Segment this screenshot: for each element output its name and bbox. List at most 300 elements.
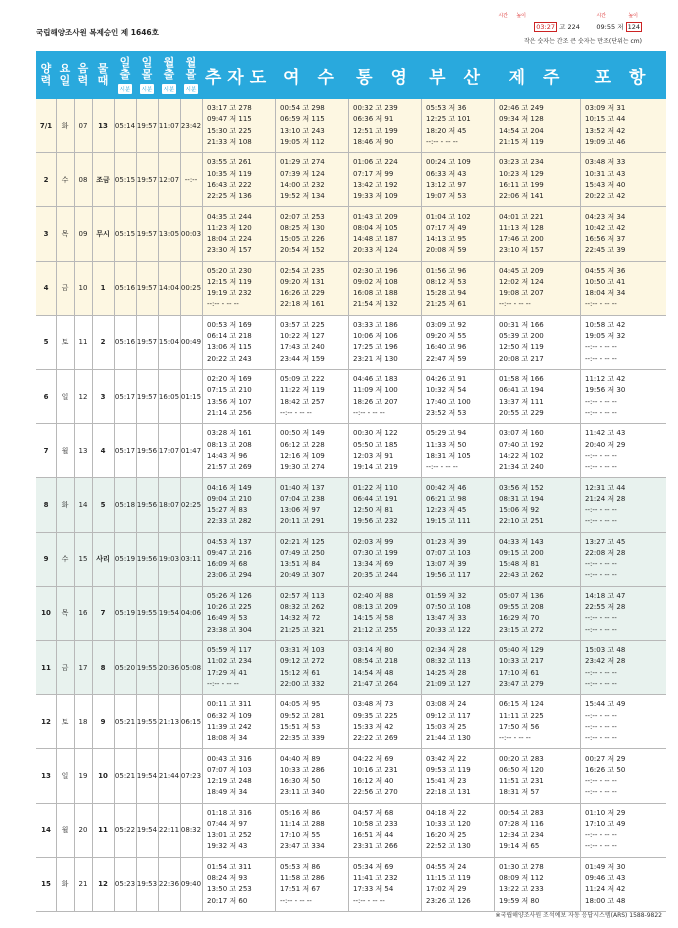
sunset-time: 19:57 (136, 175, 158, 184)
tide-entry: 16:26 고 229 (280, 289, 325, 298)
tide-entry: 09:12 고 272 (280, 657, 325, 666)
tide-entry: 10:15 고 44 (585, 115, 626, 124)
legend-low-time: 09:55 (596, 23, 616, 31)
tide-cell (580, 804, 666, 857)
solar-date: 7 (43, 446, 49, 455)
solar-date: 2 (43, 175, 49, 184)
weekday: 목 (61, 229, 69, 238)
tide-entry: 11:15 고 119 (426, 874, 471, 883)
tide-entry: 12:50 저 81 (353, 505, 394, 514)
solar-date: 3 (43, 229, 49, 238)
tide-cell (348, 99, 421, 152)
tide-entry: 23:47 고 334 (280, 842, 325, 851)
tide-entry: 14:54 저 48 (353, 668, 394, 677)
lunar-date: 15 (78, 555, 88, 564)
solar-date: 11 (41, 663, 51, 672)
tide-entry: 23:52 저 53 (426, 408, 467, 417)
legend-low-mark: 저 (617, 23, 624, 31)
tide-entry: 06:12 고 228 (280, 440, 325, 449)
tide-cell (275, 370, 348, 423)
tide-entry: 01:43 고 209 (353, 212, 398, 221)
table-row (36, 370, 666, 424)
tide-entry: 04:53 저 137 (207, 537, 252, 546)
tide-cell (494, 316, 580, 369)
tide-entry: 04:16 저 149 (207, 483, 252, 492)
tide-entry: 06:32 저 109 (207, 711, 252, 720)
tide-cell (421, 370, 494, 423)
moonrise-time: 19:54 (158, 609, 180, 618)
tide-entry: --:-- - -- -- (207, 300, 239, 309)
tide-term: 10 (98, 771, 108, 780)
tide-entry: 16:56 저 37 (585, 234, 626, 243)
tide-entry: 20:33 저 124 (353, 246, 398, 255)
tide-term: 11 (98, 826, 108, 835)
tide-entry: 06:33 저 43 (426, 169, 467, 178)
tide-entry: 10:06 저 106 (353, 332, 398, 341)
tide-entry: 03:14 저 80 (353, 646, 394, 655)
tide-entry: 08:25 저 130 (280, 223, 325, 232)
moonset-time: 01:15 (180, 392, 202, 401)
tide-entry: 16:51 저 44 (353, 831, 394, 840)
tide-entry: 15:03 고 48 (585, 646, 626, 655)
sunset-time: 19:56 (136, 500, 158, 509)
tide-cell (275, 533, 348, 586)
tide-entry: 17:51 저 67 (280, 885, 321, 894)
tide-cell (494, 695, 580, 748)
tide-term: 3 (100, 392, 106, 401)
tide-entry: 22:35 고 339 (280, 733, 325, 742)
tide-cell (348, 262, 421, 315)
tide-cell (275, 858, 348, 911)
table-row (36, 99, 666, 153)
sunset-time: 19:57 (136, 338, 158, 347)
tide-entry: 22:06 저 141 (499, 191, 544, 200)
tide-entry: 00:27 저 29 (585, 754, 626, 763)
tide-cell (421, 804, 494, 857)
weekday: 월 (61, 446, 69, 455)
tide-entry: 03:57 고 225 (280, 320, 325, 329)
tide-cell (580, 749, 666, 802)
moonrise-time: 16:05 (158, 392, 180, 401)
tide-term: 무시 (96, 229, 110, 238)
tide-cell (202, 262, 275, 315)
tide-entry: 19:56 고 117 (426, 571, 471, 580)
tide-entry: 17:40 고 100 (426, 397, 471, 406)
moonrise-time: 21:44 (158, 771, 180, 780)
tide-cell (348, 749, 421, 802)
weekday: 화 (61, 121, 69, 130)
tide-entry: 01:58 저 166 (499, 375, 544, 384)
lunar-date: 12 (78, 392, 88, 401)
tide-entry: 18:20 저 45 (426, 126, 467, 135)
table-row (36, 858, 666, 912)
tide-entry: 23:31 고 266 (353, 842, 398, 851)
moonset-time: 07:23 (180, 771, 202, 780)
col-moonset: 월몰 시분 (185, 55, 197, 93)
moonset-time: 23:42 (180, 121, 202, 130)
tide-cell (275, 587, 348, 640)
tide-entry: 20:54 저 152 (280, 246, 325, 255)
moonrise-time: 18:07 (158, 500, 180, 509)
tide-entry: 02:03 저 99 (353, 537, 394, 546)
tide-cell (580, 370, 666, 423)
moonset-time: 02:25 (180, 500, 202, 509)
tide-entry: 05:16 저 86 (280, 808, 321, 817)
sunrise-time: 05:17 (114, 446, 136, 455)
tide-entry: 00:24 고 109 (426, 158, 471, 167)
tide-entry: --:-- - -- -- (585, 711, 617, 720)
tide-entry: 21:54 저 132 (353, 300, 398, 309)
tide-entry: 11:13 저 128 (499, 223, 544, 232)
tide-entry: 23:26 고 126 (426, 896, 471, 905)
tide-entry: 19:14 고 219 (353, 462, 398, 471)
tide-entry: 02:34 저 28 (426, 646, 467, 655)
legend-high-height: 224 (567, 23, 580, 31)
tide-entry: 21:34 고 240 (499, 462, 544, 471)
tide-cell (275, 424, 348, 477)
tide-entry: 23:44 저 159 (280, 354, 325, 363)
tide-cell (348, 207, 421, 260)
tide-entry: 05:53 저 86 (280, 862, 321, 871)
tide-entry: 06:50 저 120 (499, 765, 544, 774)
tide-entry: 00:53 저 169 (207, 320, 252, 329)
tide-entry: 11:42 고 43 (585, 429, 626, 438)
tide-entry: --:-- - -- -- (499, 733, 531, 742)
lunar-date: 19 (78, 771, 88, 780)
tide-cell (275, 749, 348, 802)
tide-entry: 12:34 고 234 (499, 831, 544, 840)
tide-entry: 13:52 저 42 (585, 126, 626, 135)
moonset-time: 00:25 (180, 284, 202, 293)
lunar-date: 17 (78, 663, 88, 672)
tide-entry: 20:11 고 291 (280, 517, 325, 526)
tide-entry: 00:20 고 283 (499, 754, 544, 763)
sunset-time: 19:55 (136, 609, 158, 618)
tide-entry: 22:10 고 251 (499, 517, 544, 526)
tide-cell (421, 587, 494, 640)
tide-entry: 15:30 고 225 (207, 126, 252, 135)
tide-cell (202, 749, 275, 802)
moonset-time: 03:11 (180, 555, 202, 564)
weekday: 일 (61, 771, 69, 780)
legend-example (534, 22, 642, 32)
tide-term: 조금 (96, 175, 110, 184)
tide-entry: 19:15 고 111 (426, 517, 471, 526)
footer-note: ※국립해양조사원 조석예보 자동 응답시스템(ARS) 1588-9822 (495, 912, 662, 919)
tide-term: 13 (98, 121, 108, 130)
tide-entry: 14:22 저 102 (499, 451, 544, 460)
weekday: 금 (61, 284, 69, 293)
tide-entry: 02:20 저 169 (207, 375, 252, 384)
tide-entry: 14:54 고 204 (499, 126, 544, 135)
tide-entry: 08:09 저 112 (499, 874, 544, 883)
lunar-date: 18 (78, 717, 88, 726)
tide-entry: 11:22 저 119 (280, 386, 325, 395)
tide-entry: 12:19 고 248 (207, 776, 252, 785)
tide-entry: 00:11 고 311 (207, 700, 252, 709)
tide-entry: 16:40 고 96 (426, 343, 467, 352)
tide-entry: 19:05 저 112 (280, 137, 325, 146)
tide-entry: 20:33 고 122 (426, 625, 471, 634)
tide-cell (580, 695, 666, 748)
tide-cell (202, 370, 275, 423)
tide-entry: 10:26 고 225 (207, 603, 252, 612)
tide-cell (348, 641, 421, 694)
tide-entry: 00:54 고 283 (499, 808, 544, 817)
solar-date: 10 (41, 609, 51, 618)
tide-entry: 13:22 고 233 (499, 885, 544, 894)
tide-entry: 21:25 저 61 (426, 300, 467, 309)
tide-entry: 02:40 저 88 (353, 591, 394, 600)
tide-entry: 02:54 고 235 (280, 266, 325, 275)
tide-entry: 03:28 저 161 (207, 429, 252, 438)
tide-cell (494, 153, 580, 206)
tide-entry: 19:56 고 232 (353, 517, 398, 526)
moonrise-time: 21:13 (158, 717, 180, 726)
tide-entry: 10:32 저 54 (426, 386, 467, 395)
tide-entry: 23:21 저 130 (353, 354, 398, 363)
tide-entry: 23:30 저 157 (207, 246, 252, 255)
tide-cell (421, 478, 494, 531)
col-city-pohang: 포 항 (594, 67, 652, 88)
tide-entry: 17:25 고 196 (353, 343, 398, 352)
tide-entry: 06:14 고 218 (207, 332, 252, 341)
tide-entry: 08:13 고 209 (353, 603, 398, 612)
solar-date: 9 (43, 555, 49, 564)
solar-date: 5 (43, 338, 49, 347)
tide-entry: 04:55 저 36 (585, 266, 626, 275)
tide-entry: --:-- - -- -- (499, 300, 531, 309)
table-row (36, 478, 666, 532)
tide-entry: 04:05 저 95 (280, 700, 321, 709)
table-row (36, 533, 666, 587)
tide-entry: 08:32 고 113 (426, 657, 471, 666)
tide-entry: --:-- - -- -- (585, 300, 617, 309)
tide-entry: 22:22 고 269 (353, 733, 398, 742)
tide-entry: --:-- - -- -- (585, 679, 617, 688)
tide-entry: 04:55 저 24 (426, 862, 467, 871)
tide-cell (202, 695, 275, 748)
tide-entry: 00:30 저 122 (353, 429, 398, 438)
tide-entry: 07:49 고 250 (280, 548, 325, 557)
tide-entry: 11:39 고 242 (207, 722, 252, 731)
tide-entry: 13:34 저 69 (353, 560, 394, 569)
col-lunar: 음력 (77, 62, 89, 87)
tide-entry: 01:30 고 278 (499, 862, 544, 871)
sunrise-time: 05:16 (114, 284, 136, 293)
tide-cell (275, 99, 348, 152)
tide-entry: 09:02 저 108 (353, 277, 398, 286)
tide-cell (348, 153, 421, 206)
moonset-time: 06:15 (180, 717, 202, 726)
tide-cell (580, 533, 666, 586)
tide-entry: 03:09 저 31 (585, 104, 626, 113)
tide-cell (202, 804, 275, 857)
tide-entry: 20:22 고 243 (207, 354, 252, 363)
tide-entry: 19:52 저 134 (280, 191, 325, 200)
sunrise-time: 05:16 (114, 338, 136, 347)
tide-cell (202, 99, 275, 152)
tide-entry: --:-- - -- -- (426, 462, 458, 471)
tide-entry: 10:50 고 41 (585, 277, 626, 286)
tide-entry: 07:44 저 97 (207, 819, 248, 828)
tide-entry: 17:10 저 61 (499, 668, 540, 677)
tide-entry: 13:37 저 111 (499, 397, 544, 406)
tide-entry: --:-- - -- -- (585, 451, 617, 460)
tide-entry: --:-- - -- -- (585, 776, 617, 785)
table-row (36, 262, 666, 316)
tide-entry: 15:44 고 49 (585, 700, 626, 709)
tide-entry: 23:15 고 272 (499, 625, 544, 634)
solar-date: 6 (43, 392, 49, 401)
tide-entry: 18:04 저 34 (585, 289, 626, 298)
tide-entry: 00:42 저 46 (426, 483, 467, 492)
tide-entry: --:-- - -- -- (585, 831, 617, 840)
tide-entry: 18:00 고 48 (585, 896, 626, 905)
sunrise-time: 05:19 (114, 609, 136, 618)
tide-entry: 07:04 고 238 (280, 494, 325, 503)
tide-entry: 20:35 고 244 (353, 571, 398, 580)
tide-entry: 05:40 저 129 (499, 646, 544, 655)
tide-entry: 21:09 고 127 (426, 679, 471, 688)
tide-entry: 19:08 고 207 (499, 289, 544, 298)
tide-cell (202, 424, 275, 477)
tide-cell (494, 207, 580, 260)
table-row (36, 804, 666, 858)
tide-entry: 15:28 고 94 (426, 289, 467, 298)
tide-entry: 22:25 저 136 (207, 191, 252, 200)
tide-entry: 03:07 저 160 (499, 429, 544, 438)
tide-entry: 02:30 고 196 (353, 266, 398, 275)
weekday: 금 (61, 663, 69, 672)
tide-entry: 20:22 고 42 (585, 191, 626, 200)
sunset-time: 19:54 (136, 771, 158, 780)
sunrise-time: 05:15 (114, 229, 136, 238)
tide-entry: 11:12 고 42 (585, 375, 626, 384)
tide-entry: 03:42 저 22 (426, 754, 467, 763)
tide-entry: 12:51 고 199 (353, 126, 398, 135)
tide-entry: 07:39 저 124 (280, 169, 325, 178)
solar-date: 13 (41, 771, 51, 780)
tide-entry: 18:04 고 224 (207, 234, 252, 243)
tide-entry: 23:11 고 340 (280, 788, 325, 797)
tide-entry: --:-- - -- -- (426, 137, 458, 146)
tide-entry: 01:29 고 274 (280, 158, 325, 167)
tide-entry: 06:44 고 191 (353, 494, 398, 503)
tide-entry: 18:08 저 34 (207, 733, 248, 742)
col-city-yeosu: 여 수 (283, 67, 340, 88)
tide-entry: 07:30 고 199 (353, 548, 398, 557)
tide-entry: 06:59 저 115 (280, 115, 325, 124)
lunar-date: 13 (78, 446, 88, 455)
col-sunrise: 일출 시분 (119, 55, 131, 93)
tide-entry: 22:33 고 282 (207, 517, 252, 526)
tide-entry: --:-- - -- -- (585, 722, 617, 731)
moonrise-time: 22:36 (158, 880, 180, 889)
tide-cell (580, 316, 666, 369)
tide-entry: 15:05 고 226 (280, 234, 325, 243)
tide-entry: 03:55 고 261 (207, 158, 252, 167)
tide-entry: 22:56 고 270 (353, 788, 398, 797)
tide-entry: 00:54 고 298 (280, 104, 325, 113)
tide-entry: 22:08 저 28 (585, 548, 626, 557)
tide-cell (202, 858, 275, 911)
tide-entry: 21:14 고 256 (207, 408, 252, 417)
tide-term: 8 (100, 663, 106, 672)
tide-entry: 09:53 고 119 (426, 765, 471, 774)
tide-entry: 20:49 고 307 (280, 571, 325, 580)
tide-entry: --:-- - -- -- (353, 896, 385, 905)
tide-entry: 23:38 고 304 (207, 625, 252, 634)
tide-cell (421, 316, 494, 369)
tide-entry: 19:19 고 232 (207, 289, 252, 298)
tide-entry: --:-- - -- -- (585, 560, 617, 569)
tide-entry: --:-- - -- -- (585, 625, 617, 634)
solar-date: 4 (43, 284, 49, 293)
tide-entry: 16:49 저 53 (207, 614, 248, 623)
tide-entry: --:-- - -- -- (585, 462, 617, 471)
tide-entry: 02:21 저 125 (280, 537, 325, 546)
tide-entry: 05:59 저 117 (207, 646, 252, 655)
tide-entry: --:-- - -- -- (585, 408, 617, 417)
moonrise-time: 14:04 (158, 284, 180, 293)
tide-entry: 14:32 저 72 (280, 614, 321, 623)
tide-entry: 13:56 저 107 (207, 397, 252, 406)
tide-entry: 01:10 저 29 (585, 808, 626, 817)
tide-entry: 16:43 고 222 (207, 180, 252, 189)
legend-high-time: 03:27 (536, 23, 556, 31)
tide-entry: 05:39 고 200 (499, 332, 544, 341)
tide-entry: 05:09 고 222 (280, 375, 325, 384)
tide-entry: 13:06 저 115 (207, 343, 252, 352)
tide-entry: 22:43 고 262 (499, 571, 544, 580)
tide-entry: --:-- - -- -- (207, 679, 239, 688)
sunrise-time: 05:21 (114, 771, 136, 780)
tide-cell (494, 99, 580, 152)
tide-entry: 04:45 고 209 (499, 266, 544, 275)
tide-cell (275, 316, 348, 369)
tide-cell (421, 207, 494, 260)
tide-entry: --:-- - -- -- (585, 505, 617, 514)
moonrise-time: 19:03 (158, 555, 180, 564)
tide-entry: 10:42 고 42 (585, 223, 626, 232)
sunset-time: 19:57 (136, 284, 158, 293)
tide-entry: 09:12 고 117 (426, 711, 471, 720)
tide-entry: 07:07 고 103 (426, 548, 471, 557)
weekday: 일 (61, 392, 69, 401)
weekday: 수 (61, 555, 69, 564)
tide-entry: 23:47 고 279 (499, 679, 544, 688)
tide-entry: 09:47 저 115 (207, 115, 252, 124)
lunar-date: 16 (78, 609, 88, 618)
tide-entry: 12:25 고 101 (426, 115, 471, 124)
tide-cell (421, 533, 494, 586)
tide-term: 7 (100, 609, 106, 618)
tide-entry: 09:52 고 281 (280, 711, 325, 720)
tide-cell (348, 533, 421, 586)
lunar-date: 07 (78, 121, 88, 130)
moonset-time: --:-- (184, 175, 198, 184)
col-city-jeju: 제 주 (508, 67, 566, 88)
tide-entry: 12:03 저 91 (353, 451, 394, 460)
tide-cell (202, 316, 275, 369)
tide-cell (421, 749, 494, 802)
tide-entry: 11:24 저 42 (585, 885, 626, 894)
tide-entry: 04:23 저 34 (585, 212, 626, 221)
tide-entry: 18:42 고 257 (280, 397, 325, 406)
tide-entry: 16:09 저 68 (207, 560, 248, 569)
weekday: 목 (61, 609, 69, 618)
